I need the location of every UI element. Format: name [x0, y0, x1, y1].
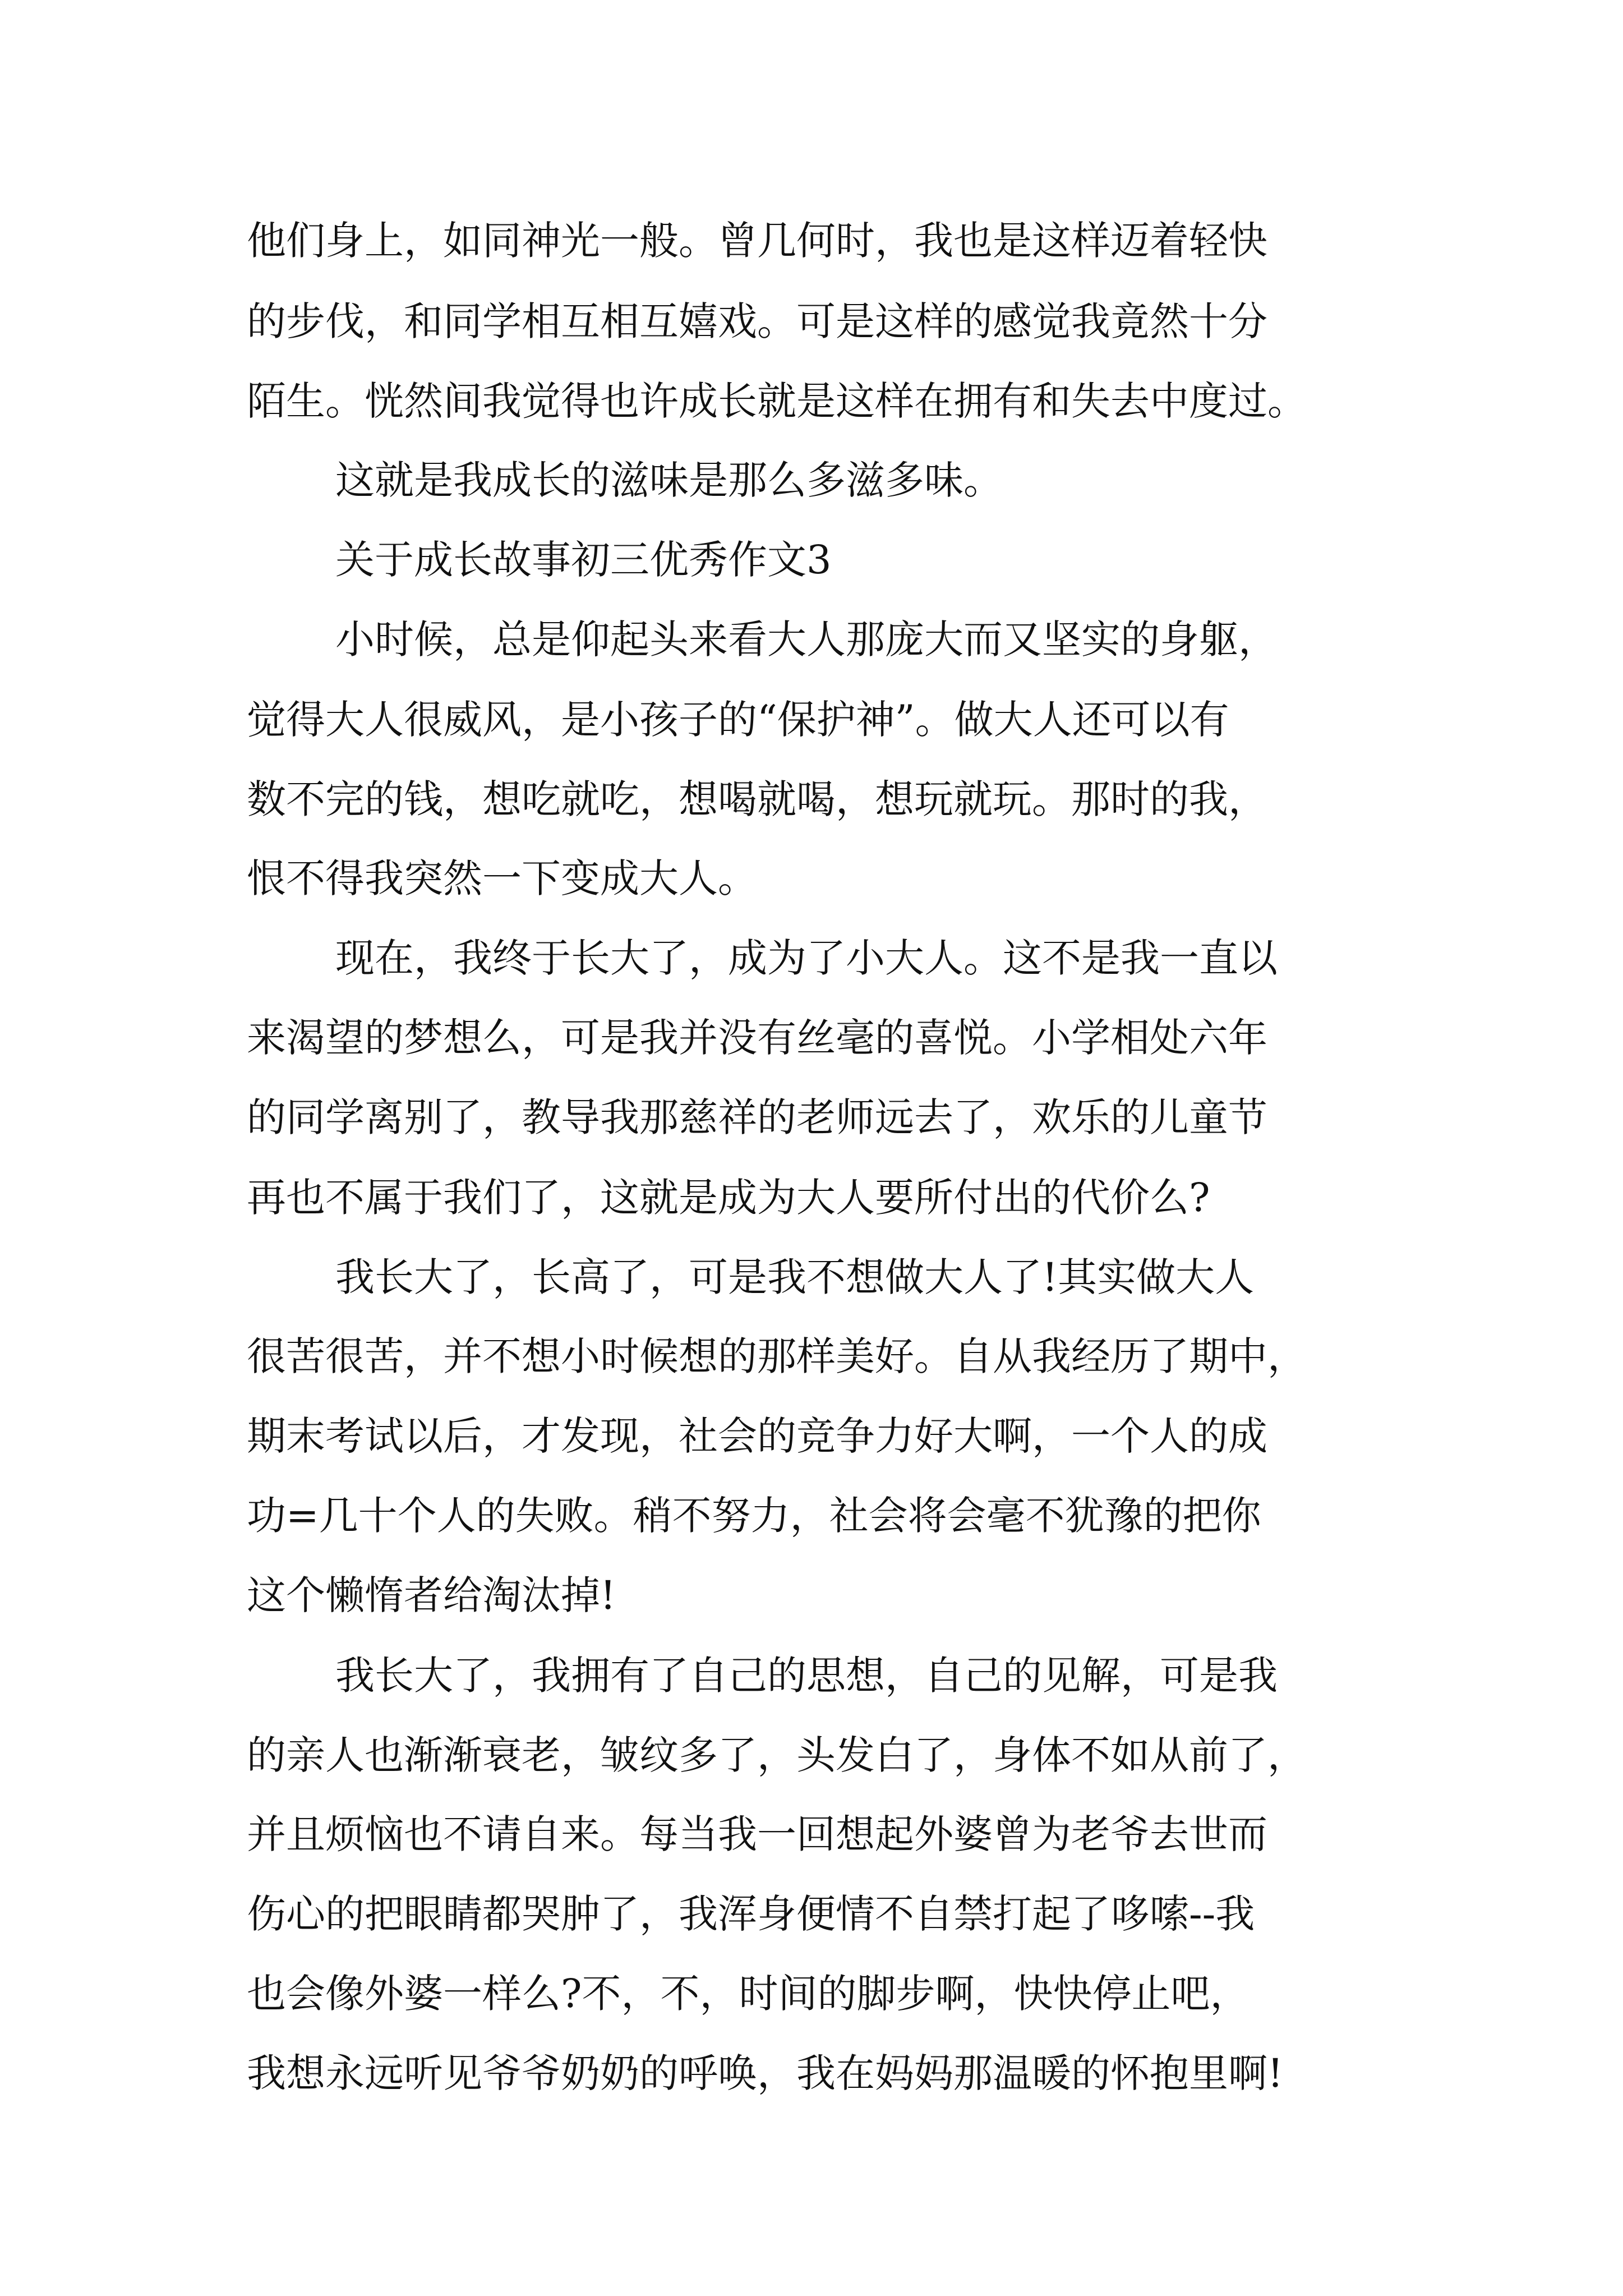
text-line: 的亲人也渐渐衰老，皱纹多了，头发白了，身体不如从前了， [247, 1732, 1307, 1778]
text-line: 恨不得我突然一下变成大人。 [247, 855, 757, 901]
section-heading: 关于成长故事初三优秀作文3 [335, 537, 832, 583]
text-line: 伤心的把眼睛都哭肿了，我浑身便情不自禁打起了哆嗦--我 [247, 1891, 1255, 1937]
text-line: 数不完的钱，想吃就吃，想喝就喝，想玩就玩。那时的我， [247, 776, 1267, 822]
text-line: 也会像外婆一样么?不，不，时间的脚步啊，快快停止吧， [247, 1971, 1249, 2017]
paragraph-line: 小时候，总是仰起头来看大人那庞大而又坚实的身躯， [335, 616, 1278, 662]
text-line: 期末考试以后，才发现，社会的竞争力好大啊，一个人的成 [247, 1413, 1267, 1459]
text-line: 并且烦恼也不请自来。每当我一回想起外婆曾为老爷去世而 [247, 1811, 1267, 1857]
text-line: 的步伐，和同学相互相互嬉戏。可是这样的感觉我竟然十分 [247, 298, 1267, 344]
text-line: 这个懒惰者给淘汰掉! [247, 1572, 616, 1618]
text-line: 很苦很苦，并不想小时候想的那样美好。自从我经历了期中， [247, 1333, 1307, 1379]
text-line: 再也不属于我们了，这就是成为大人要所付出的代价么? [247, 1175, 1210, 1221]
paragraph-line: 我长大了，我拥有了自己的思想，自己的见解，可是我 [335, 1653, 1278, 1699]
text-line: 的同学离别了，教导我那慈祥的老师远去了，欢乐的儿童节 [247, 1094, 1267, 1140]
paragraph-line: 我长大了，长高了，可是我不想做大人了!其实做大人 [335, 1254, 1255, 1300]
text-line: 我想永远听见爷爷奶奶的呼唤，我在妈妈那温暖的怀抱里啊! [247, 2050, 1284, 2096]
paragraph-line: 这就是我成长的滋味是那么多滋多味。 [335, 457, 1003, 503]
text-line: 功=几十个人的失败。稍不努力，社会将会毫不犹豫的把你 [247, 1493, 1261, 1539]
text-line: 觉得大人很威风，是小孩子的“保护神”。做大人还可以有 [247, 697, 1229, 743]
text-line: 陌生。恍然间我觉得也许成长就是这样在拥有和失去中度过。 [247, 378, 1307, 424]
text-line: 来渴望的梦想么，可是我并没有丝毫的喜悦。小学相处六年 [247, 1015, 1267, 1061]
text-line: 他们身上，如同神光一般。曾几何时，我也是这样迈着轻快 [247, 218, 1267, 264]
paragraph-line: 现在，我终于长大了，成为了小大人。这不是我一直以 [335, 935, 1278, 981]
